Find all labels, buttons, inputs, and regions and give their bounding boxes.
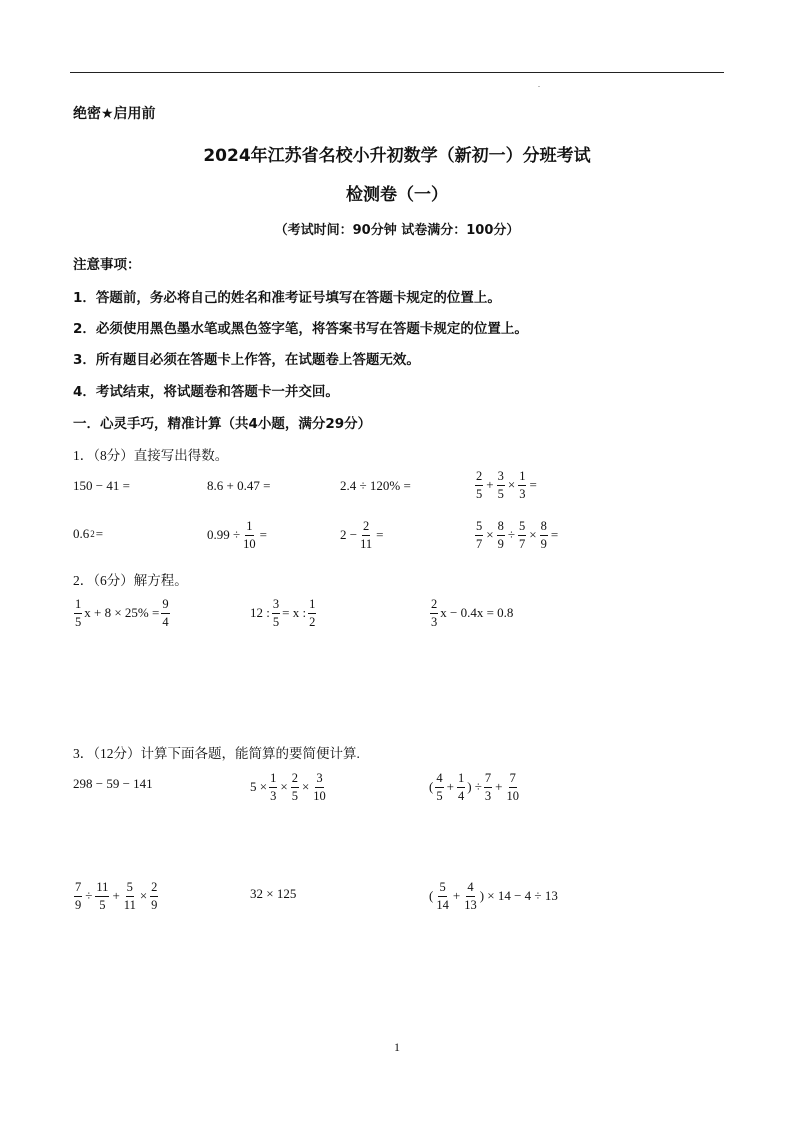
- question-label: 1．（8分）直接写出得数。: [73, 448, 229, 463]
- q3-expr-5: 32 × 125: [250, 886, 297, 901]
- section-heading: 一．心灵手巧，精准计算（共4小题，满分29分）: [73, 416, 372, 432]
- note-item: 4．考试结束，将试题卷和答题卡一并交回。: [73, 384, 339, 400]
- notes-heading: 注意事项：: [73, 257, 141, 273]
- question-label: 3．（12分）计算下面各题，能简算的要简便计算.: [73, 746, 360, 761]
- q1-expr-7: 2 − $\frac{2}{11}$ =: [340, 519, 384, 551]
- q1-expr-2: 8.6 + 0.47 =: [207, 478, 271, 493]
- q2-equation-3: $\frac{2}{3}$ x − 0.4x = 0.8: [431, 597, 514, 629]
- q1-expr-6: 0.99 ÷ $\frac{1}{10}$ =: [207, 519, 267, 551]
- q1-expr-1: 150 − 41 =: [73, 478, 130, 493]
- q3-expr-4: $\frac{7}{9}$ ÷ $\frac{11}{5}$ + $\frac{5}{11}$ × $\frac{2}{9}$: [75, 880, 158, 912]
- speck: [538, 86, 540, 87]
- q3-expr-2: 5 × $\frac{1}{3}$ × $\frac{2}{5}$ × $\frac{3}{10}$: [250, 771, 326, 803]
- q1-expr-3: 2.4 ÷ 120% =: [340, 478, 411, 493]
- page-number: 1: [394, 1040, 400, 1054]
- top-rule: [70, 72, 724, 73]
- q3-expr-1: 298 − 59 − 141: [73, 776, 153, 791]
- note-item: 1．答题前，务必将自己的姓名和准考证号填写在答题卡规定的位置上。: [73, 290, 501, 306]
- q1-expr-8: $\frac{5}{7}$ × $\frac{8}{9}$ ÷ $\frac{5}{7}$ × $\frac{8}{9}$ =: [476, 519, 559, 551]
- q2-equation-2: 12 : $\frac{3}{5}$ = x : $\frac{1}{2}$: [250, 597, 316, 629]
- time-info: （考试时间：90分钟 试卷满分：100分）: [274, 223, 520, 238]
- secret-label: 绝密★启用前: [73, 106, 156, 122]
- q1-expr-4: $\frac{2}{5}$ + $\frac{3}{5}$ × $\frac{1}{3}$ =: [476, 469, 537, 501]
- question-label: 2．（6分）解方程。: [73, 573, 188, 588]
- exam-subtitle: 检测卷（一）: [346, 185, 448, 205]
- exam-title: 2024年江苏省名校小升初数学（新初一）分班考试: [203, 146, 591, 166]
- q2-equation-1: $\frac{1}{5}$ x + 8 × 25% = $\frac{9}{4}$: [75, 597, 169, 629]
- q3-expr-6: ( $\frac{5}{14}$ + $\frac{4}{13}$ ) × 14 − 4 ÷ 13: [429, 880, 558, 912]
- note-item: 2．必须使用黑色墨水笔或黑色签字笔，将答案书写在答题卡规定的位置上。: [73, 321, 528, 337]
- note-item: 3．所有题目必须在答题卡上作答，在试题卷上答题无效。: [73, 352, 420, 368]
- q3-expr-3: ( $\frac{4}{5}$ + $\frac{1}{4}$ ) ÷ $\frac{7}{3}$ + $\frac{7}{10}$: [429, 771, 519, 803]
- q1-expr-5: 0.6 2 =: [73, 526, 104, 541]
